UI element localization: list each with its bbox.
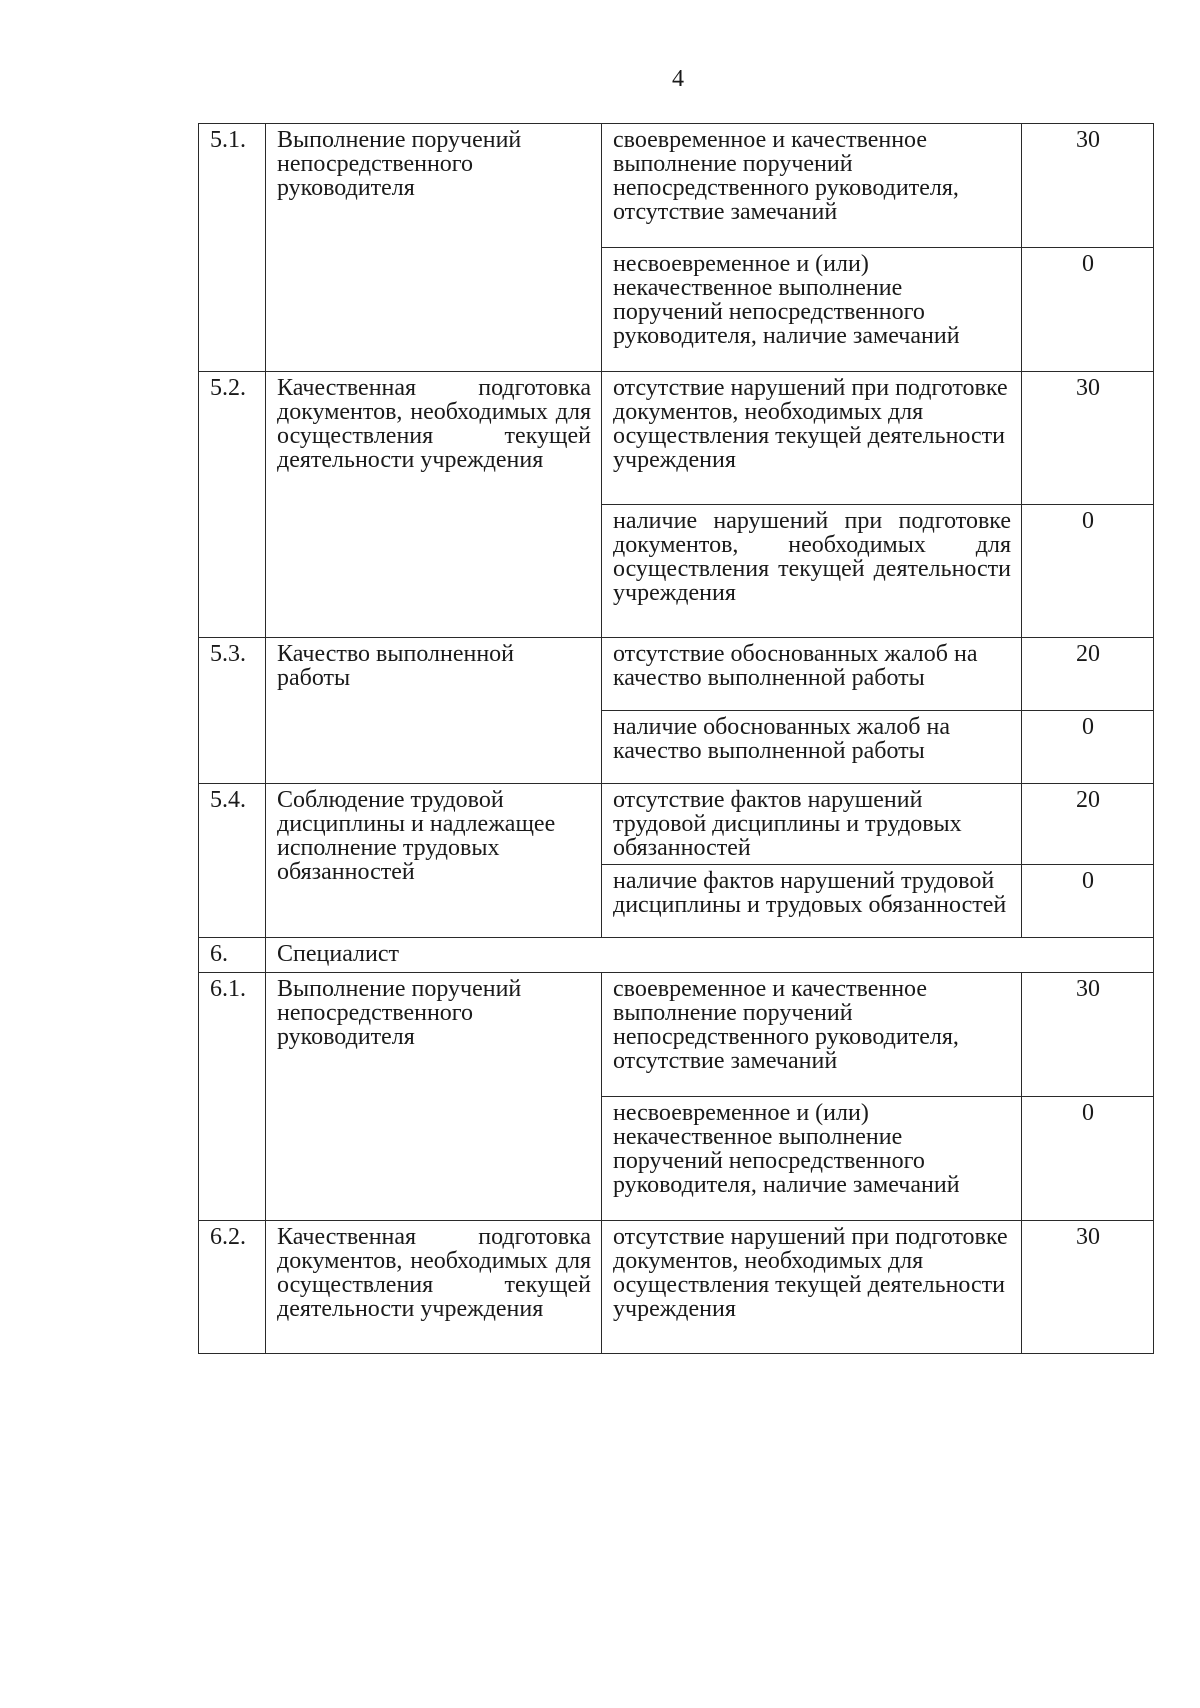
indicator-cell: отсутствие фактов нарушений трудовой дисциплины и трудовых обязанностей [602, 784, 1022, 865]
criteria-table [198, 123, 1154, 1354]
criterion-cell: Качество выполненной работы [266, 638, 602, 784]
row-number: 5.4. [199, 784, 266, 938]
score-cell: 0 [1022, 505, 1154, 638]
score-cell: 0 [1022, 248, 1154, 372]
criterion-cell: Качественная подготовка документов, необходимых для осуществления текущей деятельности учреждения [266, 372, 602, 638]
row-number: 5.2. [199, 372, 266, 638]
criterion-cell: Качественная подготовка документов, необходимых для осуществления текущей деятельности учреждения [266, 1221, 602, 1354]
section-row [199, 938, 1154, 973]
score-cell: 30 [1022, 973, 1154, 1097]
row-number: 5.1. [199, 124, 266, 372]
section-number: 6. [199, 938, 266, 973]
score-cell: 20 [1022, 638, 1154, 711]
table-row [199, 372, 1154, 505]
table-row [199, 973, 1154, 1097]
criterion-cell: Выполнение поручений непосредственного руководителя [266, 124, 602, 372]
score-cell: 30 [1022, 124, 1154, 248]
page-number: 4 [672, 66, 684, 92]
row-number: 6.1. [199, 973, 266, 1221]
indicator-cell: наличие нарушений при подготовке документов, необходимых для осуществления текущей деятельности учреждения [602, 505, 1022, 638]
indicator-cell: своевременное и качественное выполнение поручений непосредственного руководителя, отсутствие замечаний [602, 973, 1022, 1097]
score-cell: 20 [1022, 784, 1154, 865]
table-row [199, 1221, 1154, 1354]
section-title: Специалист [266, 938, 1154, 973]
indicator-cell: несвоевременное и (или) некачественное выполнение поручений непосредственного руководителя, наличие замечаний [602, 248, 1022, 372]
indicator-cell: наличие обоснованных жалоб на качество выполненной работы [602, 711, 1022, 784]
indicator-cell: наличие фактов нарушений трудовой дисциплины и трудовых обязанностей [602, 865, 1022, 938]
score-cell: 0 [1022, 865, 1154, 938]
score-cell: 30 [1022, 372, 1154, 505]
row-number: 6.2. [199, 1221, 266, 1354]
score-cell: 0 [1022, 1097, 1154, 1221]
score-cell: 30 [1022, 1221, 1154, 1354]
table-row [199, 124, 1154, 248]
criterion-cell: Выполнение поручений непосредственного руководителя [266, 973, 602, 1221]
score-cell: 0 [1022, 711, 1154, 784]
row-number: 5.3. [199, 638, 266, 784]
indicator-cell: отсутствие нарушений при подготовке документов, необходимых для осуществления текущей деятельности учреждения [602, 372, 1022, 505]
table-row [199, 638, 1154, 711]
indicator-cell: отсутствие нарушений при подготовке документов, необходимых для осуществления текущей деятельности учреждения [602, 1221, 1022, 1354]
indicator-cell: отсутствие обоснованных жалоб на качество выполненной работы [602, 638, 1022, 711]
criterion-cell: Соблюдение трудовой дисциплины и надлежащее исполнение трудовых обязанностей [266, 784, 602, 938]
table-row [199, 784, 1154, 865]
indicator-cell: несвоевременное и (или) некачественное выполнение поручений непосредственного руководителя, наличие замечаний [602, 1097, 1022, 1221]
indicator-cell: своевременное и качественное выполнение поручений непосредственного руководителя, отсутствие замечаний [602, 124, 1022, 248]
